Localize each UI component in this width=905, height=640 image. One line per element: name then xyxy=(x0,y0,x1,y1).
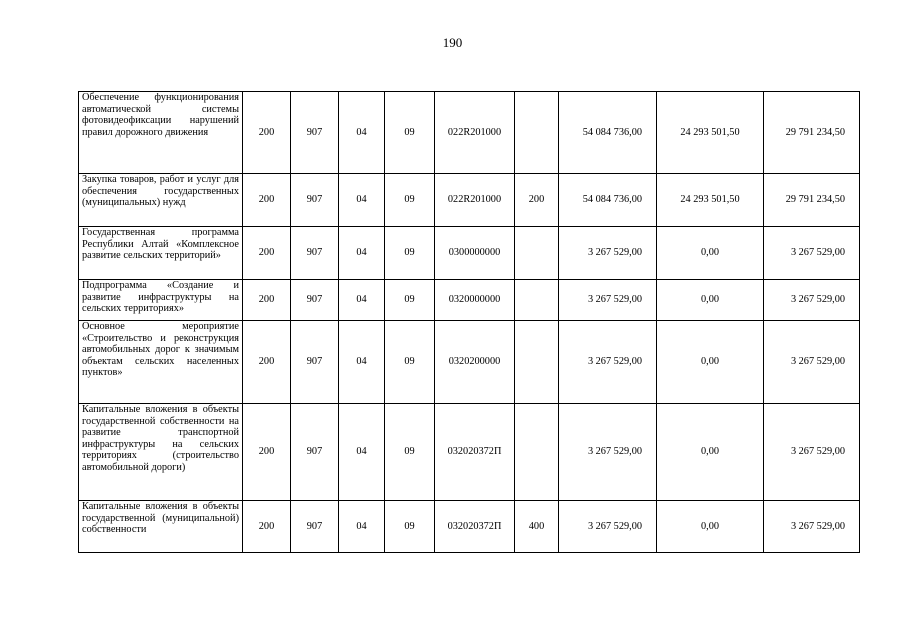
subsection-code: 09 xyxy=(385,321,435,404)
target-article-code: 022R201000 xyxy=(435,174,515,227)
amount-b: 3 267 529,00 xyxy=(764,280,860,321)
subsection-code: 09 xyxy=(385,92,435,174)
section-code: 04 xyxy=(339,404,385,501)
amount-total: 3 267 529,00 xyxy=(559,404,657,501)
ministry-code: 907 xyxy=(291,404,339,501)
amount-b: 3 267 529,00 xyxy=(764,227,860,280)
target-article-code: 032020372П xyxy=(435,404,515,501)
subsection-code: 09 xyxy=(385,280,435,321)
admin-code: 200 xyxy=(243,321,291,404)
admin-code: 200 xyxy=(243,404,291,501)
subsection-code: 09 xyxy=(385,404,435,501)
amount-total: 3 267 529,00 xyxy=(559,321,657,404)
subsection-code: 09 xyxy=(385,501,435,553)
expense-type-code xyxy=(515,321,559,404)
ministry-code: 907 xyxy=(291,92,339,174)
table-row xyxy=(79,92,860,174)
amount-total: 3 267 529,00 xyxy=(559,501,657,553)
amount-a: 0,00 xyxy=(657,227,764,280)
admin-code: 200 xyxy=(243,501,291,553)
table-row xyxy=(79,501,860,553)
ministry-code: 907 xyxy=(291,501,339,553)
amount-b: 3 267 529,00 xyxy=(764,404,860,501)
table-row xyxy=(79,321,860,404)
expense-type-code xyxy=(515,404,559,501)
amount-a: 24 293 501,50 xyxy=(657,174,764,227)
table-row xyxy=(79,404,860,501)
expense-type-code xyxy=(515,92,559,174)
page-number: 190 xyxy=(442,35,463,50)
row-name: Закупка товаров, работ и услуг для обеспечения государственных (муниципальных) нужд xyxy=(79,174,243,227)
ministry-code: 907 xyxy=(291,321,339,404)
target-article-code: 0300000000 xyxy=(435,227,515,280)
table-row xyxy=(79,280,860,321)
amount-a: 0,00 xyxy=(657,280,764,321)
amount-a: 24 293 501,50 xyxy=(657,92,764,174)
amount-a: 0,00 xyxy=(657,321,764,404)
row-name: Капитальные вложения в объекты государственной собственности на развитие транспортной инфраструктуры на сельских территориях (строительство автомобильной дороги) xyxy=(79,404,243,501)
admin-code: 200 xyxy=(243,227,291,280)
amount-total: 3 267 529,00 xyxy=(559,227,657,280)
table-row xyxy=(79,174,860,227)
section-code: 04 xyxy=(339,174,385,227)
amount-total: 3 267 529,00 xyxy=(559,280,657,321)
budget-table xyxy=(78,91,860,553)
amount-b: 3 267 529,00 xyxy=(764,501,860,553)
ministry-code: 907 xyxy=(291,227,339,280)
row-name: Основное мероприятие «Строительство и реконструкция автомобильных дорог к значимым объектам сельских населенных пунктов» xyxy=(79,321,243,404)
ministry-code: 907 xyxy=(291,174,339,227)
expense-type-code: 200 xyxy=(515,174,559,227)
section-code: 04 xyxy=(339,92,385,174)
row-name: Обеспечение функционирования автоматической системы фотовидеофиксации нарушений правил дорожного движения xyxy=(79,92,243,174)
subsection-code: 09 xyxy=(385,227,435,280)
row-name: Государственная программа Республики Алтай «Комплексное развитие сельских территорий» xyxy=(79,227,243,280)
section-code: 04 xyxy=(339,280,385,321)
amount-a: 0,00 xyxy=(657,404,764,501)
amount-total: 54 084 736,00 xyxy=(559,92,657,174)
admin-code: 200 xyxy=(243,280,291,321)
section-code: 04 xyxy=(339,501,385,553)
section-code: 04 xyxy=(339,227,385,280)
amount-b: 29 791 234,50 xyxy=(764,92,860,174)
row-name: Капитальные вложения в объекты государственной (муниципальной) собственности xyxy=(79,501,243,553)
target-article-code: 032020372П xyxy=(435,501,515,553)
table-row xyxy=(79,227,860,280)
target-article-code: 0320000000 xyxy=(435,280,515,321)
section-code: 04 xyxy=(339,321,385,404)
amount-a: 0,00 xyxy=(657,501,764,553)
subsection-code: 09 xyxy=(385,174,435,227)
row-name: Подпрограмма «Создание и развитие инфраструктуры на сельских территориях» xyxy=(79,280,243,321)
amount-b: 3 267 529,00 xyxy=(764,321,860,404)
amount-total: 54 084 736,00 xyxy=(559,174,657,227)
admin-code: 200 xyxy=(243,174,291,227)
admin-code: 200 xyxy=(243,92,291,174)
expense-type-code xyxy=(515,227,559,280)
target-article-code: 022R201000 xyxy=(435,92,515,174)
target-article-code: 0320200000 xyxy=(435,321,515,404)
ministry-code: 907 xyxy=(291,280,339,321)
expense-type-code: 400 xyxy=(515,501,559,553)
expense-type-code xyxy=(515,280,559,321)
amount-b: 29 791 234,50 xyxy=(764,174,860,227)
